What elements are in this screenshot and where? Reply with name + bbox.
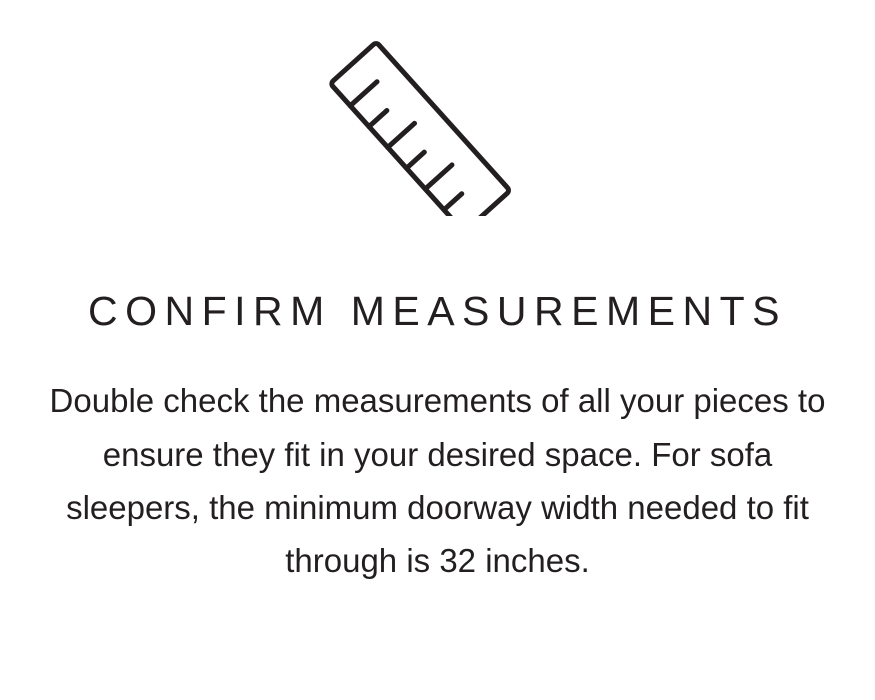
page-title: CONFIRM MEASUREMENTS [88,288,787,334]
ruler-illustration [30,26,845,241]
description-text: Double check the measurements of all your pieces to ensure they fit in your desired space. For sofa sleepers, the minimum doorway width needed to fit through is 32 inches. [49,382,826,580]
ruler-icon [323,26,553,216]
